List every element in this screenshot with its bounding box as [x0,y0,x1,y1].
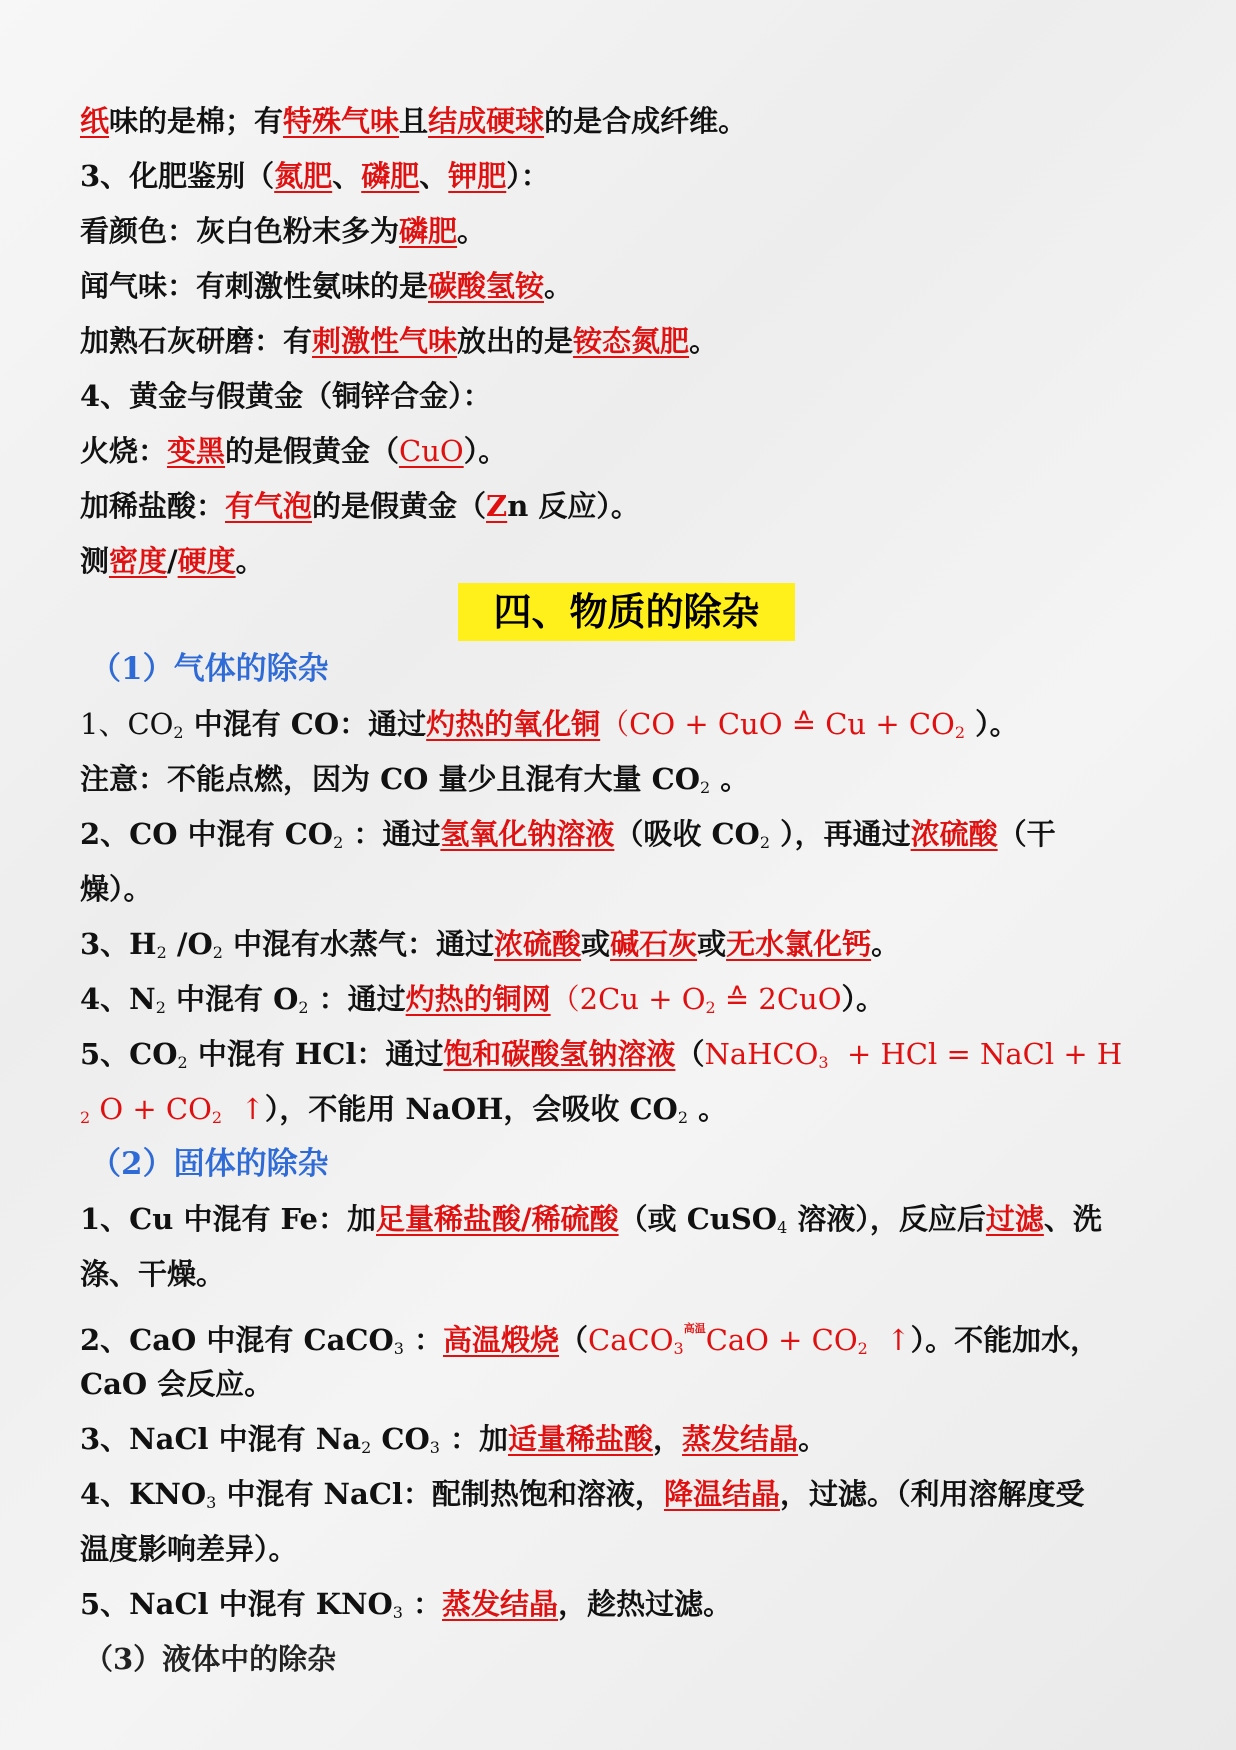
text-line: 燥）。 [80,872,153,906]
text-line: 纸味的是棉；有特殊气味且结成硬球的是合成纤维。 [80,104,748,138]
highlight-term: 刺激性气味 [312,324,458,358]
text-line: 测密度/硬度。 [80,544,265,578]
highlight-term: 适量稀盐酸 [508,1422,654,1456]
text-line: 4、$N_2$ 中混有 $O_2$ ：通过灼热的铜网（$2Cu + O_2$ ≙ 2CuO）。 [80,982,886,1017]
text-line: 4、$KNO_3$ 中混有 NaCl：配制热饱和溶液，降温结晶，过滤。（利用溶解度受 [80,1477,1085,1512]
highlight-term: 磷肥 [399,214,458,248]
highlight-term: 硬度 [177,544,236,578]
text-line: 1、$CO_2$ 中混有 CO：通过灼热的氧化铜（CO + CuO ≙ $Cu + CO_2$ ）。 [80,707,1019,742]
highlight-term: 蒸发结晶 [442,1587,559,1621]
text-line: 2、CaO 中混有 CaCO$_3$ ：高温煅烧（CaCO$_3^{高温}$CaO + $CO_2$ ↑）。不能加水， [80,1322,1100,1358]
highlight-term: 浓硫酸 [910,817,998,851]
highlight-term: 灼热的氧化铜 [426,707,601,741]
highlight-term: 高温煅烧 [443,1323,560,1357]
highlight-term: 纸 [80,104,110,138]
text-line: CaO 会反应。 [80,1367,274,1401]
text-line: 4、黄金与假黄金（铜锌合金）： [80,379,492,413]
highlight-term: CuO [399,434,464,468]
highlight-term: 结成硬球 [428,104,545,138]
text-line: 注意：不能点燃，因为 CO 量少且混有大量 $CO_2$ 。 [80,762,750,797]
highlight-term: Z [486,489,508,523]
highlight-term: 氢氧化钠溶液 [440,817,615,851]
text-line: 涤、干燥。 [80,1257,226,1291]
equation: NaHCO [704,1037,819,1071]
highlight-term: 氮肥 [274,159,333,193]
highlight-term: 有气泡 [225,489,313,523]
highlight-term: 密度 [109,544,168,578]
highlight-term: 浓硫酸 [494,927,582,961]
highlight-term: 无水氯化钙 [726,927,872,961]
text-line: 5、NaCl 中混有 $KNO_3$ ：蒸发结晶，趁热过滤。 [80,1587,733,1622]
equation: （CO + CuO ≙ Cu + CO [600,707,955,741]
highlight-term: 灼热的铜网 [405,982,551,1016]
highlight-term: 特殊气味 [283,104,400,138]
text-line: $_2$ $O + CO_2$ ↑），不能用 NaOH，会吸收 $CO_2$ 。 [80,1092,728,1127]
subsection-title: （1）气体的除杂 [90,651,329,687]
highlight-term: 变黑 [167,434,226,468]
highlight-term: 碱石灰 [610,927,698,961]
highlight-term: 蒸发结晶 [682,1422,799,1456]
text-line: 2、CO 中混有 $CO_2$ ：通过氢氧化钠溶液（吸收 $CO_2$ ），再通过浓硫酸（干 [80,817,1056,852]
subsection-title: （3）液体中的除杂 [84,1642,337,1676]
highlight-term: 足量稀盐酸/稀硫酸 [376,1202,619,1236]
highlight-term: 过滤 [985,1202,1044,1236]
highlight-term: 降温结晶 [663,1477,780,1511]
text-line: 加稀盐酸：有气泡的是假黄金（Zn 反应）。 [80,489,640,523]
text-line: 火烧：变黑的是假黄金（CuO）。 [80,434,508,468]
text-line: 1、Cu 中混有 Fe：加足量稀盐酸/稀硫酸（或 CuSO$_4$ 溶液），反应后过滤、洗 [80,1202,1102,1237]
text-line: 5、$CO_2$ 中混有 HCl：通过饱和碳酸氢钠溶液（NaHCO$_3$ + HCl = NaCl + H [80,1037,1123,1072]
reaction-condition: 高温 [683,1322,706,1335]
highlight-term: 磷肥 [361,159,420,193]
equation: （2Cu + O [550,982,706,1016]
highlight-term: 铵态氮肥 [573,324,690,358]
highlight-term: 钾肥 [448,159,507,193]
text-line: 温度影响差异）。 [80,1532,298,1566]
equation: O + CO [90,1092,212,1126]
text-line: 3、$H_2$ $/O_2$ 中混有水蒸气：通过浓硫酸或碱石灰或无水氯化钙。 [80,927,901,962]
text-line: 3、化肥鉴别（氮肥、磷肥、钾肥）： [80,159,550,193]
text-line: 加熟石灰研磨：有刺激性气味放出的是铵态氮肥。 [80,324,719,358]
text-line: 看颜色：灰白色粉末多为磷肥。 [80,214,487,248]
highlight-term: 碳酸氢铵 [428,269,545,303]
text-line: 闻气味：有刺激性氨味的是碳酸氢铵。 [80,269,574,303]
equation: CaCO [588,1323,674,1357]
section-title: 四、物质的除杂 [458,583,795,641]
subsection-title: （2）固体的除杂 [90,1146,329,1182]
text-line: 3、NaCl 中混有 $Na_2$ $CO_3$ ：加适量稀盐酸，蒸发结晶。 [80,1422,828,1457]
highlight-term: 饱和碳酸氢钠溶液 [443,1037,676,1071]
